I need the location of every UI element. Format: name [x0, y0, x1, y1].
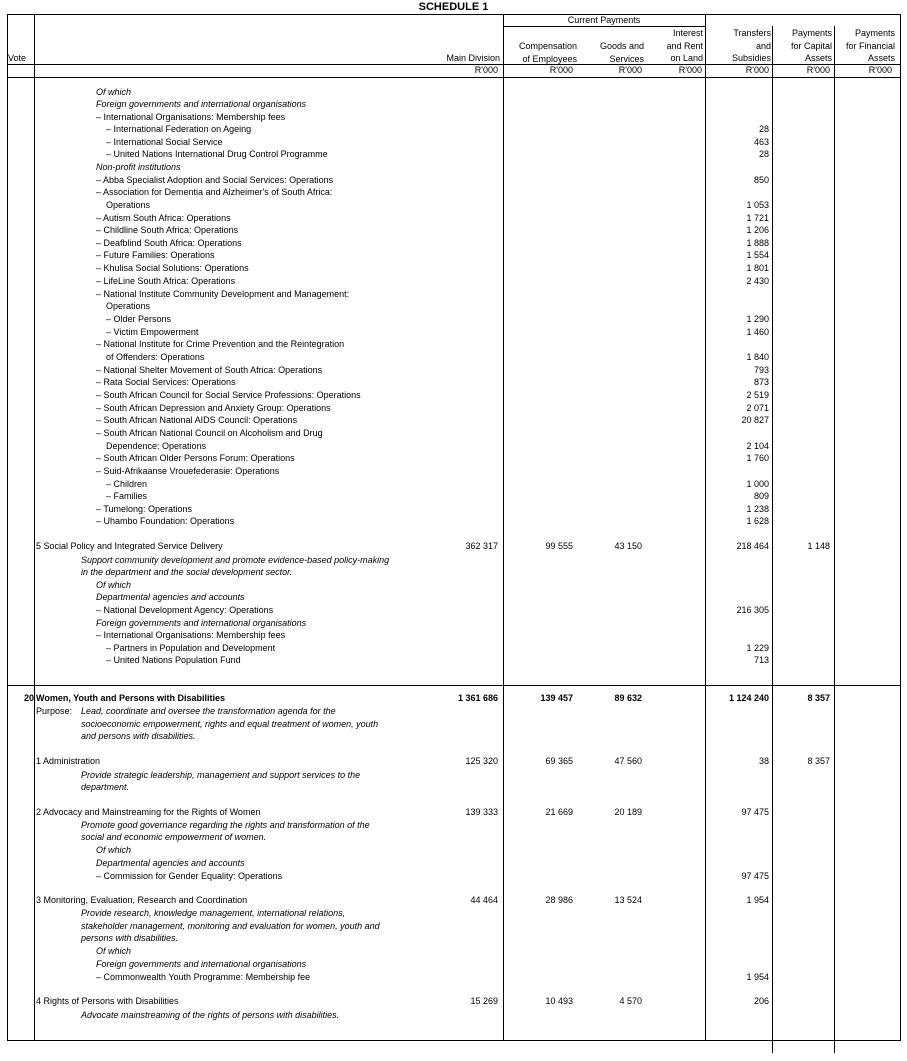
- table-row: [0, 402, 907, 415]
- header-transfers-subsidies: Transfers and Subsidies: [731, 28, 771, 63]
- table-row: [0, 186, 907, 199]
- row-label: – Abba Specialist Adoption and Social Services: Operations: [96, 175, 334, 185]
- table-row: [0, 376, 907, 389]
- row-label: – South African National AIDS Council: Operations: [96, 415, 298, 425]
- cell-transfers: 97 475: [741, 807, 769, 817]
- cell-comp: 21 669: [545, 807, 573, 817]
- cell-transfers: 1 954: [746, 972, 769, 982]
- row-label: – Future Families: Operations: [96, 250, 215, 260]
- table-row: [0, 364, 907, 377]
- header-main-division: Main Division: [446, 53, 500, 63]
- header-interest-rent: Interest and Rent on Land: [666, 28, 703, 63]
- cell-capital: 8 357: [807, 756, 830, 766]
- row-label: – LifeLine South Africa: Operations: [96, 276, 236, 286]
- table-row: [0, 111, 907, 124]
- cell-transfers: 1 124 240: [728, 693, 769, 703]
- cell-transfers: 1 554: [746, 250, 769, 260]
- row-label: – South African National Council on Alcoholism and Drug: [96, 428, 323, 438]
- table-row: [0, 275, 907, 288]
- table-row: [0, 831, 907, 844]
- table-row: [0, 554, 907, 567]
- table-row: [0, 515, 907, 528]
- row-label: Provide strategic leadership, management and support services to the: [81, 770, 361, 780]
- cell-goods: 47 560: [614, 756, 642, 766]
- table-row: [0, 566, 907, 579]
- unit-label: R'000: [868, 65, 892, 75]
- table-row: [0, 465, 907, 478]
- row-label: – Khulisa Social Solutions: Operations: [96, 263, 249, 273]
- table-row: [0, 718, 907, 731]
- row-label: – National Shelter Movement of South Africa: Operations: [96, 365, 323, 375]
- row-label: – International Social Service: [106, 137, 223, 147]
- cell-goods: 89 632: [614, 693, 642, 703]
- row-label: Operations: [106, 301, 151, 311]
- row-label: – United Nations International Drug Control Programme: [106, 149, 328, 159]
- row-label: socioeconomic empowerment, rights and equal treatment of women, youth: [81, 719, 379, 729]
- cell-capital: 1 148: [807, 541, 830, 551]
- cell-vote: 20: [23, 693, 34, 703]
- row-label: – National Institute Community Development and Management:: [96, 289, 350, 299]
- cell-main: 125 320: [465, 756, 498, 766]
- cell-transfers: 38: [758, 756, 769, 766]
- cell-transfers: 2 071: [746, 403, 769, 413]
- row-label: Non-profit institutions: [96, 162, 181, 172]
- row-label: – International Organisations: Membership fees: [96, 112, 286, 122]
- cell-transfers: 1 801: [746, 263, 769, 273]
- cell-transfers: 1 760: [746, 453, 769, 463]
- cell-capital: 8 357: [807, 693, 830, 703]
- row-label: social and economic empowerment of women.: [81, 832, 267, 842]
- row-label: Dependence: Operations: [106, 441, 207, 451]
- row-label: – South African Council for Social Service Professions: Operations: [96, 390, 361, 400]
- cell-transfers: 809: [753, 491, 769, 501]
- table-row: [0, 237, 907, 250]
- cell-transfers: 793: [753, 365, 769, 375]
- table-row: [0, 781, 907, 794]
- row-label: – United Nations Population Fund: [106, 655, 241, 665]
- cell-transfers: 1 460: [746, 327, 769, 337]
- cell-transfers: 463: [753, 137, 769, 147]
- cell-goods: 13 524: [614, 895, 642, 905]
- cell-comp: 139 457: [540, 693, 573, 703]
- row-label: – South African Depression and Anxiety Group: Operations: [96, 403, 331, 413]
- row-label: – Commission for Gender Equality: Operations: [96, 871, 283, 881]
- table-row: [0, 440, 907, 453]
- row-label: Departmental agencies and accounts: [96, 592, 245, 602]
- table-row: [0, 654, 907, 667]
- cell-transfers: 850: [753, 175, 769, 185]
- cell-transfers: 2 104: [746, 441, 769, 451]
- cell-transfers: 1 840: [746, 352, 769, 362]
- table-row: [0, 249, 907, 262]
- table-row: [0, 945, 907, 958]
- unit-label: R'000: [745, 65, 769, 75]
- table-row: [0, 313, 907, 326]
- cell-transfers: 28: [758, 149, 769, 159]
- table-row: [0, 629, 907, 642]
- cell-transfers: 206: [753, 996, 769, 1006]
- row-label: Women, Youth and Persons with Disabilities: [36, 693, 226, 703]
- row-label: 4 Rights of Persons with Disabilities: [36, 996, 179, 1006]
- table-row: [0, 148, 907, 161]
- table-row: [0, 1009, 907, 1022]
- header-capital-assets: Payments for Capital Assets: [790, 28, 832, 63]
- row-label: Operations: [106, 200, 151, 210]
- table-row: [0, 705, 907, 718]
- row-label: in the department and the social development sector.: [81, 567, 293, 577]
- cell-transfers: 97 475: [741, 871, 769, 881]
- row-label: Purpose:: [36, 706, 73, 716]
- table-row: [0, 617, 907, 630]
- table-row: [0, 503, 907, 516]
- header-goods-services: Goods and Services: [599, 41, 644, 64]
- table-row: [0, 452, 907, 465]
- cell-transfers: 1 628: [746, 516, 769, 526]
- row-label: – International Federation on Ageing: [106, 124, 252, 134]
- row-label: – National Institute for Crime Prevention and the Reintegration: [96, 339, 345, 349]
- row-label: Of which: [96, 580, 132, 590]
- table-row: [0, 579, 907, 592]
- row-label: – Older Persons: [106, 314, 172, 324]
- cell-transfers: 1 238: [746, 504, 769, 514]
- row-label: – South African Older Persons Forum: Operations: [96, 453, 295, 463]
- header-financial-assets: Payments for Financial Assets: [845, 28, 895, 63]
- table-row: [0, 338, 907, 351]
- cell-main: 139 333: [465, 807, 498, 817]
- row-label: Support community development and promote evidence-based policy-making: [81, 555, 390, 565]
- row-label: Provide research, knowledge management, international relations,: [81, 908, 346, 918]
- row-label: Foreign governments and international organisations: [96, 618, 307, 628]
- table-row: [0, 414, 907, 427]
- row-label: – International Organisations: Membership fees: [96, 630, 286, 640]
- header-compensation: Compensation of Employees: [518, 41, 577, 64]
- table-row: [0, 958, 907, 971]
- cell-transfers: 2 430: [746, 276, 769, 286]
- row-label: Of which: [96, 845, 132, 855]
- table-row: [0, 86, 907, 99]
- table-row: [0, 844, 907, 857]
- table-row: [0, 642, 907, 655]
- table-row: [0, 326, 907, 339]
- row-label: – Tumelong: Operations: [96, 504, 193, 514]
- cell-comp: 99 555: [545, 541, 573, 551]
- table-row: [0, 490, 907, 503]
- schedule-title: SCHEDULE 1: [418, 1, 489, 13]
- cell-main: 362 317: [465, 541, 498, 551]
- row-label: stakeholder management, monitoring and evaluation for women, youth and: [81, 921, 380, 931]
- unit-label: R'000: [549, 65, 573, 75]
- table-row: [0, 351, 907, 364]
- table-row: [0, 995, 907, 1008]
- table-row: [0, 262, 907, 275]
- table-row: [0, 300, 907, 313]
- row-label: 2 Advocacy and Mainstreaming for the Rights of Women: [36, 807, 261, 817]
- table-row: [0, 907, 907, 920]
- header-vote: Vote: [8, 53, 27, 63]
- row-label: of Offenders: Operations: [106, 352, 205, 362]
- cell-transfers: 218 464: [736, 541, 769, 551]
- row-label: – Victim Empowerment: [106, 327, 199, 337]
- unit-label: R'000: [618, 65, 642, 75]
- row-label: department.: [81, 782, 130, 792]
- table-row: [0, 932, 907, 945]
- cell-comp: 28 986: [545, 895, 573, 905]
- row-label: Of which: [96, 87, 132, 97]
- table-row: [0, 478, 907, 491]
- row-label: 1 Administration: [36, 756, 101, 766]
- unit-label: R'000: [474, 65, 498, 75]
- table-row: [0, 971, 907, 984]
- row-label: – Families: [106, 491, 148, 501]
- cell-transfers: 1 290: [746, 314, 769, 324]
- row-label: persons with disabilities.: [81, 933, 179, 943]
- table-row: [0, 427, 907, 440]
- table-row: [0, 212, 907, 225]
- row-label: Promote good governance regarding the rights and transformation of the: [81, 820, 370, 830]
- table-row: [0, 819, 907, 832]
- table-row: [0, 604, 907, 617]
- cell-transfers: 2 519: [746, 390, 769, 400]
- cell-transfers: 1 229: [746, 643, 769, 653]
- table-row: [0, 769, 907, 782]
- row-label: Departmental agencies and accounts: [96, 858, 245, 868]
- cell-transfers: 1 888: [746, 238, 769, 248]
- row-label: – Childline South Africa: Operations: [96, 225, 239, 235]
- row-label: Foreign governments and international organisations: [96, 959, 307, 969]
- table-row: [0, 894, 907, 907]
- cell-transfers: 20 827: [741, 415, 769, 425]
- unit-label: R'000: [678, 65, 702, 75]
- cell-main: 1 361 686: [457, 693, 498, 703]
- cell-transfers: 873: [753, 377, 769, 387]
- table-row: [0, 730, 907, 743]
- cell-transfers: 1 206: [746, 225, 769, 235]
- row-label: – Rata Social Services: Operations: [96, 377, 236, 387]
- cell-transfers: 28: [758, 124, 769, 134]
- unit-label: R'000: [806, 65, 830, 75]
- table-row: [0, 920, 907, 933]
- table-row: [0, 161, 907, 174]
- table-row: [0, 98, 907, 111]
- row-label: – Deafblind South Africa: Operations: [96, 238, 242, 248]
- row-label: – Autism South Africa: Operations: [96, 213, 231, 223]
- table-row: [0, 857, 907, 870]
- row-label: – Suid-Afrikaanse Vrouefederasie: Operations: [96, 466, 280, 476]
- table-row: [0, 123, 907, 136]
- table-row: [0, 288, 907, 301]
- row-label: 5 Social Policy and Integrated Service Delivery: [36, 541, 223, 551]
- cell-transfers: 1 954: [746, 895, 769, 905]
- cell-transfers: 1 000: [746, 479, 769, 489]
- table-row: [0, 591, 907, 604]
- table-row: [0, 389, 907, 402]
- grid-line: [7, 685, 901, 686]
- row-label: – Association for Dementia and Alzheimer's of South Africa:: [96, 187, 333, 197]
- row-label: – National Development Agency: Operations: [96, 605, 274, 615]
- row-label: – Partners in Population and Development: [106, 643, 276, 653]
- header-current-payments: Current Payments: [567, 15, 641, 25]
- table-row: [0, 692, 907, 705]
- cell-main: 44 464: [470, 895, 498, 905]
- table-row: [0, 806, 907, 819]
- table-row: [0, 540, 907, 553]
- table-row: [0, 199, 907, 212]
- row-label: Foreign governments and international organisations: [96, 99, 307, 109]
- row-label: and persons with disabilities.: [81, 731, 196, 741]
- row-label: – Children: [106, 479, 148, 489]
- cell-transfers: 713: [753, 655, 769, 665]
- table-row: [0, 755, 907, 768]
- cell-comp: 69 365: [545, 756, 573, 766]
- cell-transfers: 1 721: [746, 213, 769, 223]
- cell-comp: 10 493: [545, 996, 573, 1006]
- grid-line: [7, 14, 901, 15]
- row-label: 3 Monitoring, Evaluation, Research and Coordination: [36, 895, 248, 905]
- grid-line: [7, 1040, 901, 1041]
- cell-goods: 43 150: [614, 541, 642, 551]
- cell-transfers: 1 053: [746, 200, 769, 210]
- cell-transfers: 216 305: [736, 605, 769, 615]
- grid-line: [7, 77, 901, 78]
- table-row: [0, 136, 907, 149]
- cell-goods: 4 570: [619, 996, 642, 1006]
- table-row: [0, 174, 907, 187]
- table-row: [0, 870, 907, 883]
- table-row: [0, 224, 907, 237]
- row-label: – Commonwealth Youth Programme: Membership fee: [96, 972, 311, 982]
- row-label: Advocate mainstreaming of the rights of persons with disabilities.: [81, 1010, 340, 1020]
- row-label: Of which: [96, 946, 132, 956]
- row-label: Lead, coordinate and oversee the transformation agenda for the: [81, 706, 336, 716]
- cell-main: 15 269: [470, 996, 498, 1006]
- row-label: – Uhambo Foundation: Operations: [96, 516, 235, 526]
- cell-goods: 20 189: [614, 807, 642, 817]
